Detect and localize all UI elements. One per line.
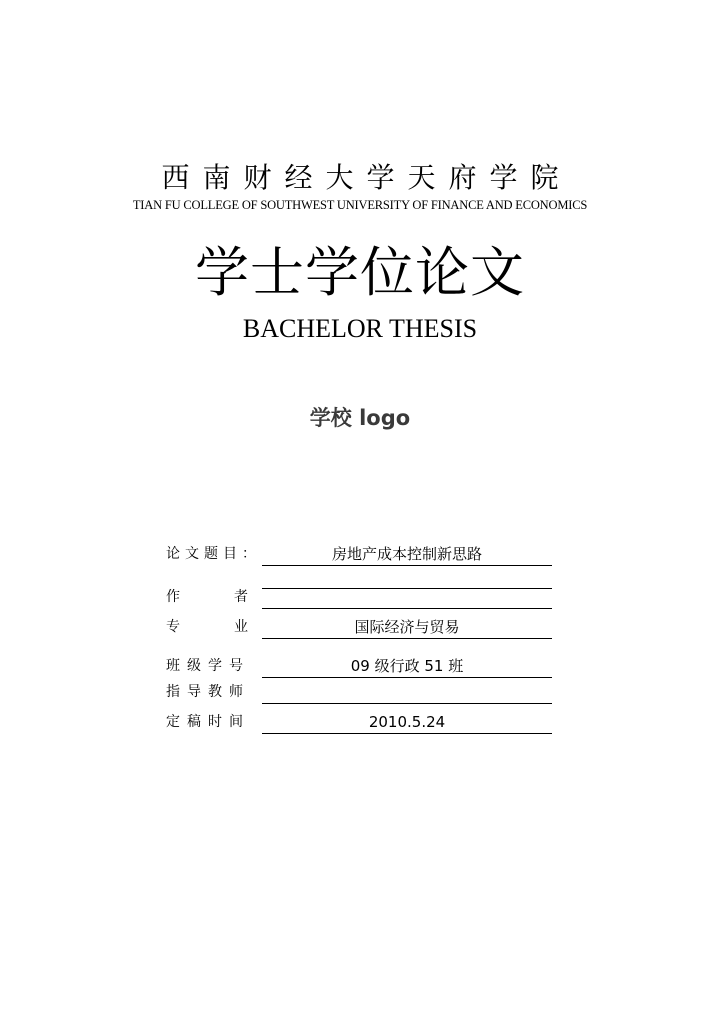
- advisor-field[interactable]: [262, 681, 552, 704]
- date-row: [0, 711, 720, 733]
- school-name-english: TIAN FU COLLEGE OF SOUTHWEST UNIVERSITY OF FINANCE AND ECONOMICS: [132, 198, 588, 212]
- major-label: [166, 616, 248, 638]
- author-label-second-char: 者: [234, 589, 248, 605]
- degree-title-chinese: 学士学位论文: [195, 241, 525, 304]
- topic-field[interactable]: 房地产成本控制新思路: [262, 543, 552, 566]
- major-field[interactable]: 国际经济与贸易: [262, 616, 552, 639]
- topic-row: [0, 543, 720, 565]
- advisor-label: 指导教师: [166, 684, 250, 700]
- author-row: [0, 586, 720, 608]
- school-logo-placeholder: 学校 logo: [309, 406, 411, 430]
- degree-title-english: BACHELOR THESIS: [242, 314, 478, 343]
- major-label-second-char: 业: [234, 619, 248, 635]
- class-row: [0, 655, 720, 677]
- author-label: [166, 586, 248, 608]
- class-field[interactable]: 09 级行政 51 班: [262, 655, 552, 678]
- major-row: [0, 616, 720, 638]
- advisor-row: [0, 681, 720, 703]
- class-label: 班级学号: [166, 658, 250, 674]
- school-name-chinese: 西南财经大学天府学院: [161, 161, 572, 194]
- date-label: 定稿时间: [166, 714, 250, 730]
- topic-label: 论文题目：: [166, 546, 261, 562]
- major-label-first-char: 专: [166, 619, 180, 635]
- author-label-first-char: 作: [166, 589, 180, 605]
- author-field[interactable]: [262, 586, 552, 609]
- date-field[interactable]: 2010.5.24: [262, 711, 552, 734]
